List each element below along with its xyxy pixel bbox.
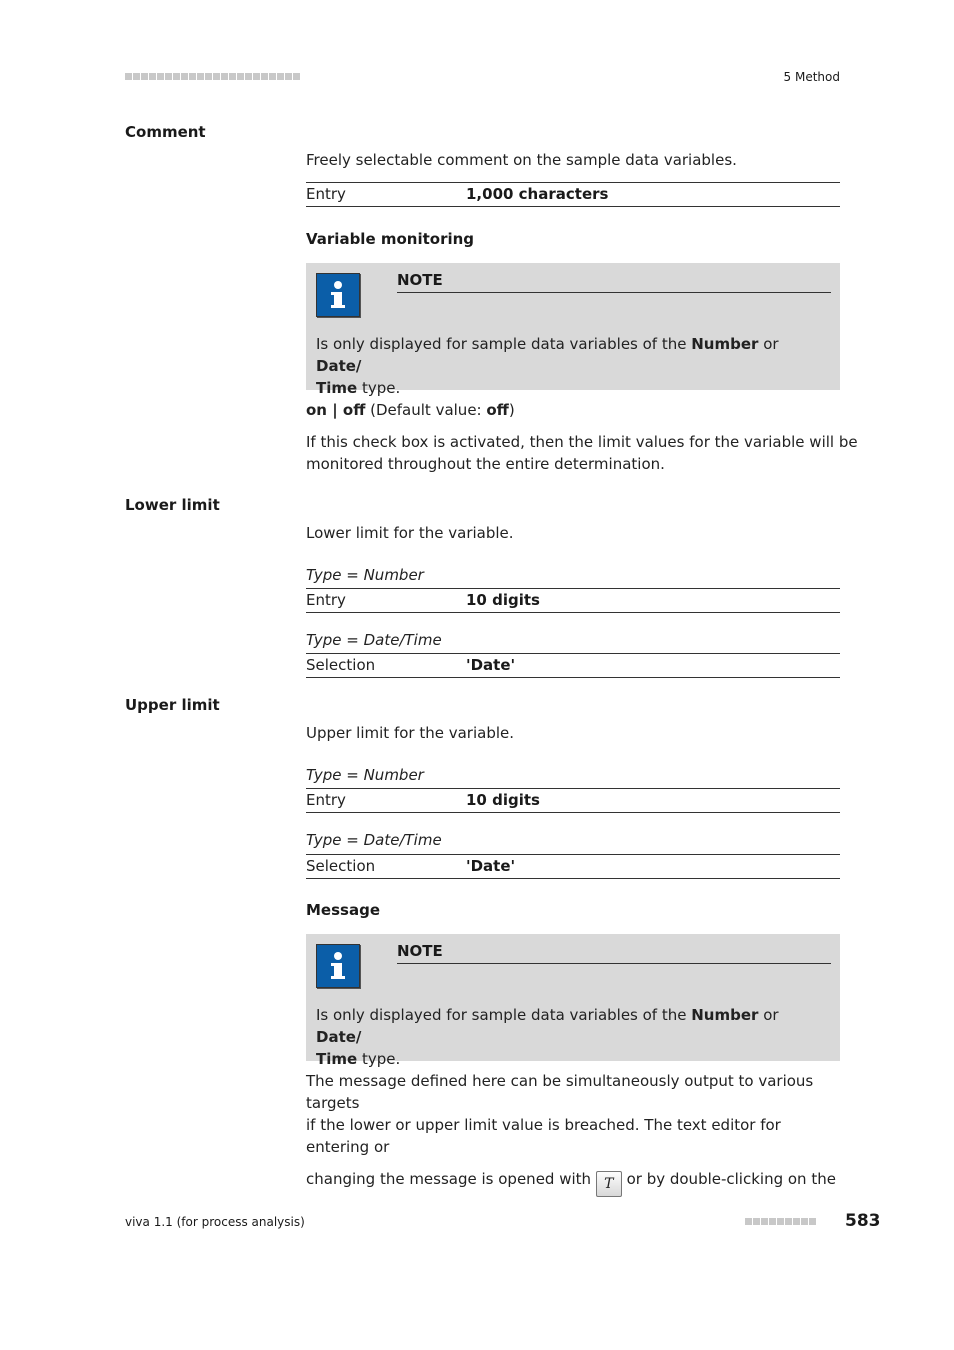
option-values: on | off (Default value: off) <box>306 401 515 419</box>
row-key: Entry <box>306 185 346 203</box>
upper-limit-number-row <box>306 788 840 813</box>
row-key: Entry <box>306 791 346 809</box>
lower-limit-heading: Lower limit <box>125 496 220 514</box>
info-icon <box>316 944 360 988</box>
header-decoration <box>125 73 300 80</box>
text-editor-icon[interactable]: T <box>596 1171 622 1197</box>
footer-decoration <box>745 1218 816 1225</box>
note-box <box>306 934 840 1068</box>
note-title: NOTE <box>397 942 831 964</box>
lower-limit-type-datetime: Type = Date/Time <box>306 631 442 649</box>
row-key: Selection <box>306 656 376 674</box>
variable-monitoring-heading: Variable monitoring <box>306 230 475 248</box>
comment-heading: Comment <box>125 123 206 141</box>
row-value: 1,000 characters <box>466 185 609 203</box>
lower-limit-type-number: Type = Number <box>306 566 424 584</box>
product-name: viva 1.1 (for process analysis) <box>125 1215 305 1229</box>
note-title: NOTE <box>397 271 831 293</box>
lower-limit-number-row <box>306 588 840 613</box>
comment-entry-row <box>306 182 840 207</box>
row-value: 'Date' <box>466 857 516 875</box>
note-text: Is only displayed for sample data variables of the Number or Date/ Time type. <box>316 1006 779 1068</box>
comment-description: Freely selectable comment on the sample data variables. <box>306 151 737 169</box>
info-icon <box>316 273 360 317</box>
page-number: 583 <box>845 1211 881 1231</box>
note-box <box>306 263 840 397</box>
upper-limit-type-number: Type = Number <box>306 766 424 784</box>
upper-limit-description: Upper limit for the variable. <box>306 724 515 742</box>
upper-limit-heading: Upper limit <box>125 696 220 714</box>
lower-limit-description: Lower limit for the variable. <box>306 524 514 542</box>
note-text: Is only displayed for sample data variables of the Number or Date/ Time type. <box>316 335 779 397</box>
upper-limit-datetime-row <box>306 854 840 879</box>
lower-limit-datetime-row <box>306 653 840 678</box>
row-key: Entry <box>306 591 346 609</box>
chapter-title: 5 Method <box>783 70 840 84</box>
upper-limit-type-datetime: Type = Date/Time <box>306 831 442 849</box>
variable-monitoring-description: If this check box is activated, then the limit values for the variable will be monitored throughout the entire determination. <box>306 433 858 473</box>
row-value: 10 digits <box>466 791 540 809</box>
message-heading: Message <box>306 901 380 919</box>
message-description: The message defined here can be simultaneously output to various targets if the lower or upper limit value is breached. The text editor for entering or changing the message is opened with T or by double-clicking on the <box>306 1070 846 1197</box>
row-value: 10 digits <box>466 591 540 609</box>
row-value: 'Date' <box>466 656 516 674</box>
row-key: Selection <box>306 857 376 875</box>
